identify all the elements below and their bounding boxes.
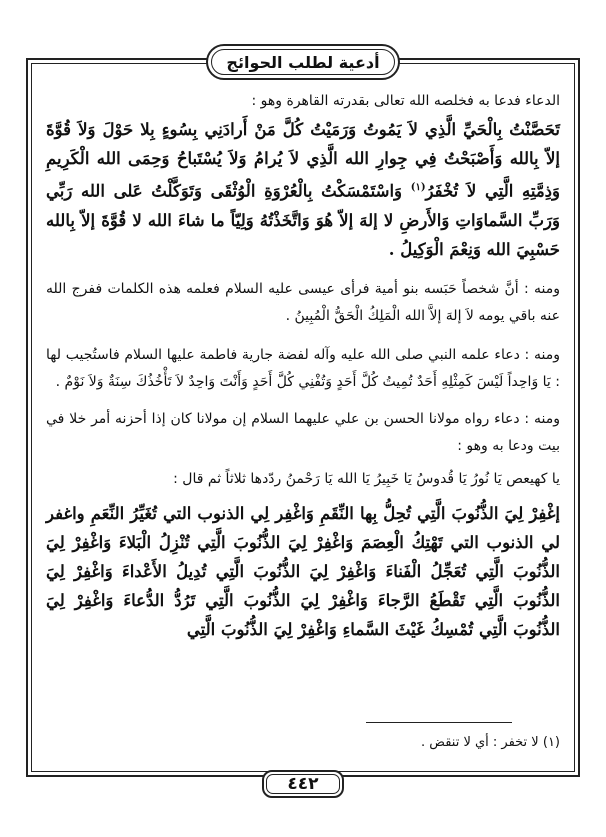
paragraph-istighfar: إغْفِرْ لِيَ الذُّنُوبَ الَّتِي تُحِلُّ بِها النِّقَمِ وَاغْفِر لِي الذنوب التي تُغَيِّرُ النِّعَمِ واغفر لي الذنوب التي تَهْتِكُ الْعِصَمَ وَاغْفِرْ لِيَ الذُّنُوبَ الَّتِي تُنْزِلُ الْبَلاءَ وَاغْفِرْ لِيَ الذُّنُوبَ الَّتِي تُعَجِّلُ الْفَناءَ وَاغْفِرْ لِيَ الذُّنُوبَ الَّتِي تُدِيلُ الأَعْداءَ وَاغْفِرْ لِيَ الذُّنُوبَ الَّتِي تَقْطَعُ الرَّجاءَ وَاغْفِرْ لِيَ الذُّنُوبَ الَّتِي تَرُدُّ الدُّعاءَ وَاغْفِرْ لِيَ الذُّنُوبَ الَّتِي تُمْسِكُ غَيْثَ السَّماءِ وَاغْفِرْ لِيَ الذُّنُوبَ الَّتِي <box>46 503 560 639</box>
footnote-marker: (١) <box>410 182 426 193</box>
chapter-header <box>206 44 400 80</box>
paragraph-fidda: ومنه : دعاء علمه النبي صلى الله عليه وآله لفضة جارية فاطمة عليها السلام فاستُجيب لها : يَا وَاحِداً لَيْسَ كَمِثْلِهِ أَحَدٌ تُمِيتُ كُلَّ أَحَدٍ وَتُفْنِي كُلَّ أَحَدٍ وَأَنْتَ وَاحِدٌ لاَ تَأْخُذُكَ سِنَةٌ وَلاَ نَوْمٌ . <box>46 346 560 390</box>
body-text <box>46 88 560 644</box>
prayer-1-continued: وَاسْتَمْسَكْتُ بِالْعُرْوَةِ الْوُثْقَى وَتَوَكَّلْتُ عَلى الله رَبِّي وَرَبِّ السَّماوَاتِ وَالأَرضِ لا إلهَ إلاّ هُوَ وَاتَّخَذْتُهُ وَلِيّاً ما شاءَ الله لا قُوَّةَ إلاّ بِالله حَسْبِيَ الله وَنِعْمَ الْوَكِيلُ . <box>46 181 560 259</box>
paragraph-kaf-ha: يا كهيعص يَا نُورُ يَا قُدوسُ يَا خَبِيرُ يَا الله يَا رَحْمنُ ردّدها ثلاثاً ثم قال : <box>173 470 560 487</box>
paragraph-hasan: ومنه : دعاء رواه مولانا الحسن بن علي عليهما السلام إن مولانا كان إذا أحزنه أمر خلا في بيت ودعا به وهو : <box>46 410 560 454</box>
chapter-title: أدعية لطلب الحوائج <box>226 52 380 72</box>
paragraph-intro: الدعاء فدعا به فخلصه الله تعالى بقدرته القاهرة وهو : <box>251 93 560 109</box>
page-number-box <box>262 770 344 798</box>
prayer-1-text: تَحَصَّنْتُ بِالْحَيِّ الَّذِي لاَ يَمُوتُ وَرَمَيْتُ كُلَّ مَنْ أَرادَنِي بِسُوءٍ بِلا حَوْلَ وَلاَ قُوَّةَ إلاّ بِالله وَأَصْبَحْتُ فِي جِوارِ الله الَّذِي لاَ يُرامُ وَلاَ يُسْتَباحُ وَحِمَى الله الْكَرِيمِ وَذِمَّتِهِ الَّتِي لاَ تُخْفَرُ <box>46 120 560 201</box>
paragraph-prayer-1 <box>46 115 560 264</box>
footnote-text: (١) لا تخفر : أي لا تنقض . <box>421 735 560 750</box>
paragraph-isa: ومنه : أنَّ شخصاً حَبَسه بنو أمية فرأى عيسى عليه السلام فعلمه هذه الكلمات ففرج الله عنه باقي يومه لاَ إلهَ إلاَّ الله الْمَلِكُ الْحَقُّ الْمُبِينُ . <box>46 280 560 324</box>
footnote-separator <box>366 722 512 723</box>
page-number: ٤٤٢ <box>287 774 319 794</box>
